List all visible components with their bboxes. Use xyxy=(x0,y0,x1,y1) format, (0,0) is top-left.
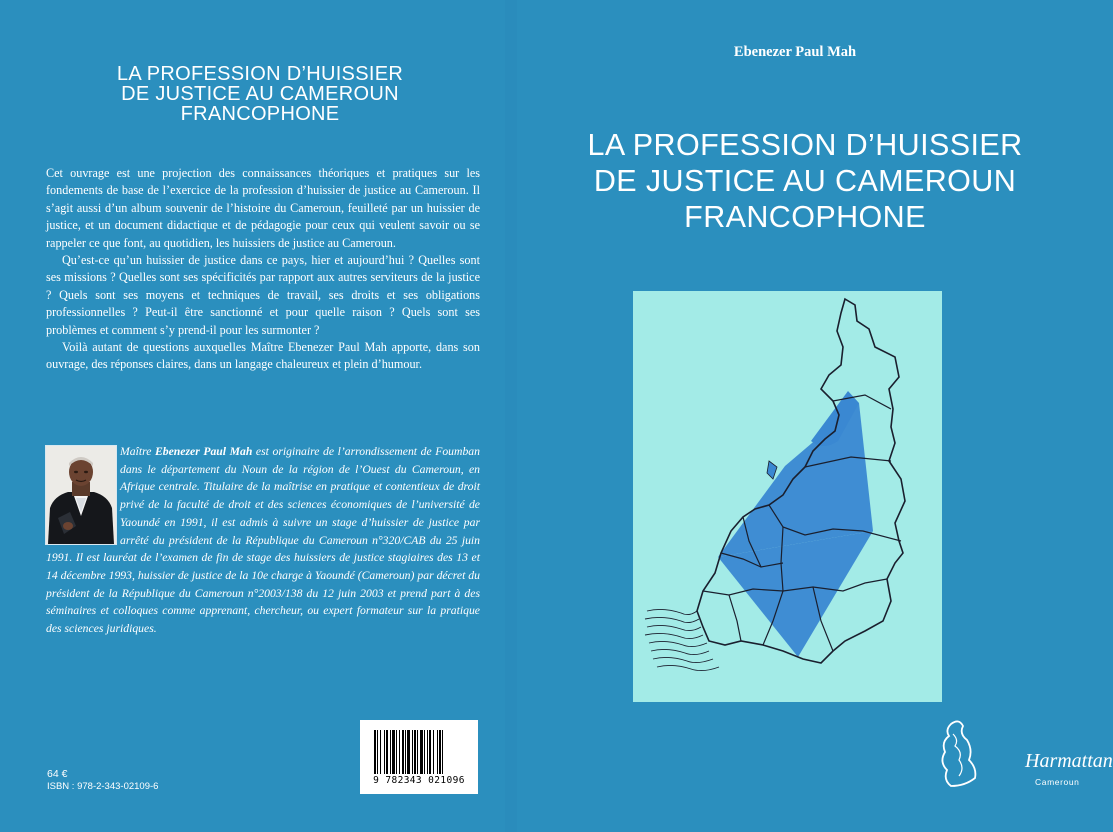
barcode-number: 9 782343 021096 xyxy=(373,775,465,786)
isbn: ISBN : 978-2-343-02109-6 xyxy=(47,781,159,792)
back-title-line-2: DE JUSTICE AU CAMEROUN xyxy=(121,83,399,105)
front-title-line-1: LA PROFESSION D’HUISSIER xyxy=(587,128,1023,162)
back-title xyxy=(60,64,460,124)
back-blurb xyxy=(46,165,480,374)
back-title-line-3: FRANCOPHONE xyxy=(180,103,340,125)
blurb-paragraph-2: Qu’est-ce qu’un huissier de justice dans ce pays, hier et aujourd’hui ? Quelles sont ses missions ? Quelles sont ses spécificités par rapport aux autres serviteurs de la justice ? Quels sont ses moyens et techniques de travail, ses droits et ses obligations professionnelles ? Peut-il être sanctionné et pour quelle raison ? Quels sont ses problèmes et comment s’y prend-il pour les surmonter ? xyxy=(46,253,480,337)
publisher-name: Harmattan xyxy=(1025,750,1113,772)
price: 64 € xyxy=(47,768,68,780)
bio-text: est originaire de l’arrondissement de Foumban dans le département du Noun de la région de l’Ouest du Cameroun, en Afrique centrale. Titulaire de la maîtrise en pratique et contentieux de droit privé de la faculté de droit et des sciences économiques de l’université de Yaoundé en 1991, il est admis à suivre un stage d’huissier de justice par arrêté du président de la République du Cameroun n°320/CAB du 25 juin 1991. Il est lauréat de l’examen de fin de stage des huissiers de justice stagiaires des 13 et 14 décembre 1993, huissier de justice de la 10e charge à Yaoundé (Cameroun) par décret du président de la République du Cameroun n°2003/138 du 12 juin 2003 et prend part à des séminaires et colloques comme apprenant, chercheur, ou expert formateur sur la pratique des sciences juridiques. xyxy=(46,445,480,636)
back-cover xyxy=(0,0,510,832)
author-bio xyxy=(46,443,480,638)
blurb-paragraph-3: Voilà autant de questions auxquelles Maître Ebenezer Paul Mah apporte, dans son ouvrage, des réponses claires, dans un langage chaleureux et plein d’humour. xyxy=(46,340,480,372)
map-panel xyxy=(633,291,942,702)
barcode-icon xyxy=(374,730,466,774)
back-title-line-1: LA PROFESSION D’HUISSIER xyxy=(116,63,404,85)
front-cover xyxy=(515,0,1113,832)
barcode xyxy=(360,720,478,794)
bio-prefix: Maître xyxy=(120,445,155,458)
blurb-paragraph-1: Cet ouvrage est une projection des connaissances théoriques et pratiques sur les fondements de base de l’exercice de la profession d’huissier de justice au Cameroun. Il s’agit aussi d’un album souvenir de l’histoire du Cameroun, feuilleté par un huissier de justice, et un document didactique et de pédagogie pour ceux qui veulent savoir ou se rappeler ce que font, au quotidien, les huissiers de justice au Cameroun. xyxy=(46,166,480,250)
front-title xyxy=(555,127,1055,235)
front-title-line-2: DE JUSTICE AU CAMEROUN xyxy=(593,164,1017,198)
harmattan-logo-icon xyxy=(929,716,1029,796)
bio-author-name: Ebenezer Paul Mah xyxy=(154,445,253,458)
front-title-line-3: FRANCOPHONE xyxy=(684,200,926,234)
front-author: Ebenezer Paul Mah xyxy=(733,44,857,60)
publisher-subtitle: Cameroun xyxy=(1035,777,1080,787)
cameroon-map-icon xyxy=(633,291,942,702)
